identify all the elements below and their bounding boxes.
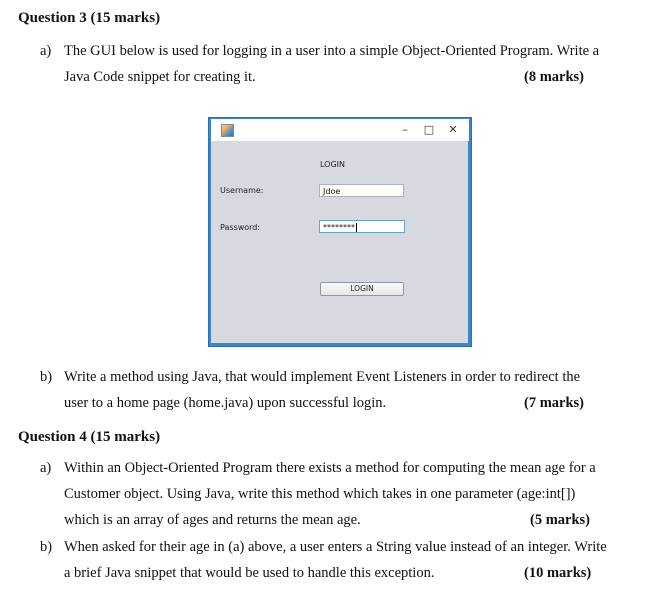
q4a-line-1: Within an Object-Oriented Program there exists a method for computing the mean age for a: [64, 460, 596, 476]
q4a-line-2: Customer object. Using Java, write this method which takes in one parameter (age:int[]): [64, 486, 576, 502]
q3a-line-1: The GUI below is used for logging in a user into a simple Object-Oriented Program. Write a: [64, 43, 600, 59]
login-title-label: LOGIN: [320, 160, 346, 169]
login-button[interactable]: LOGIN: [320, 282, 404, 296]
q3a-label: a): [40, 43, 52, 59]
q4a-line-3: which is an array of ages and returns the mean age.: [64, 512, 361, 528]
q4b-marks: (10 marks): [524, 565, 592, 581]
q4b-line-2: a brief Java snippet that would be used to handle this exception.: [64, 565, 435, 581]
q3b-line-2: user to a home page (home.java) upon successful login.: [64, 395, 387, 411]
maximize-icon[interactable]: □: [423, 123, 435, 136]
q4a-label: a): [40, 460, 52, 476]
q4a-marks: (5 marks): [530, 512, 591, 528]
q3a-line-2: Java Code snippet for creating it.: [64, 69, 256, 85]
q3a-marks: (8 marks): [524, 69, 585, 85]
username-label: Username:: [220, 186, 264, 195]
password-label: Password:: [220, 223, 261, 232]
q4b-line-1: When asked for their age in (a) above, a user enters a String value instead of an integer. Write: [64, 539, 607, 555]
close-icon[interactable]: ✕: [448, 123, 458, 136]
q3b-marks: (7 marks): [524, 395, 585, 411]
question-4-heading: Question 4 (15 marks): [18, 429, 161, 445]
username-input[interactable]: [319, 184, 404, 197]
content-pane: [211, 141, 468, 343]
password-value: ********: [323, 223, 355, 232]
username-value: Jdoe: [323, 187, 341, 196]
text-caret: [356, 223, 357, 232]
java-app-icon: [221, 124, 234, 137]
q4b-label: b): [40, 539, 53, 555]
question-3-heading: Question 3 (15 marks): [18, 10, 161, 26]
window-titlebar: [211, 119, 469, 141]
q3b-line-1: Write a method using Java, that would implement Event Listeners in order to redirect the: [64, 369, 581, 385]
q3b-label: b): [40, 369, 53, 385]
password-input[interactable]: [319, 220, 405, 233]
minimize-icon[interactable]: –: [402, 123, 408, 136]
login-window: [209, 118, 471, 346]
